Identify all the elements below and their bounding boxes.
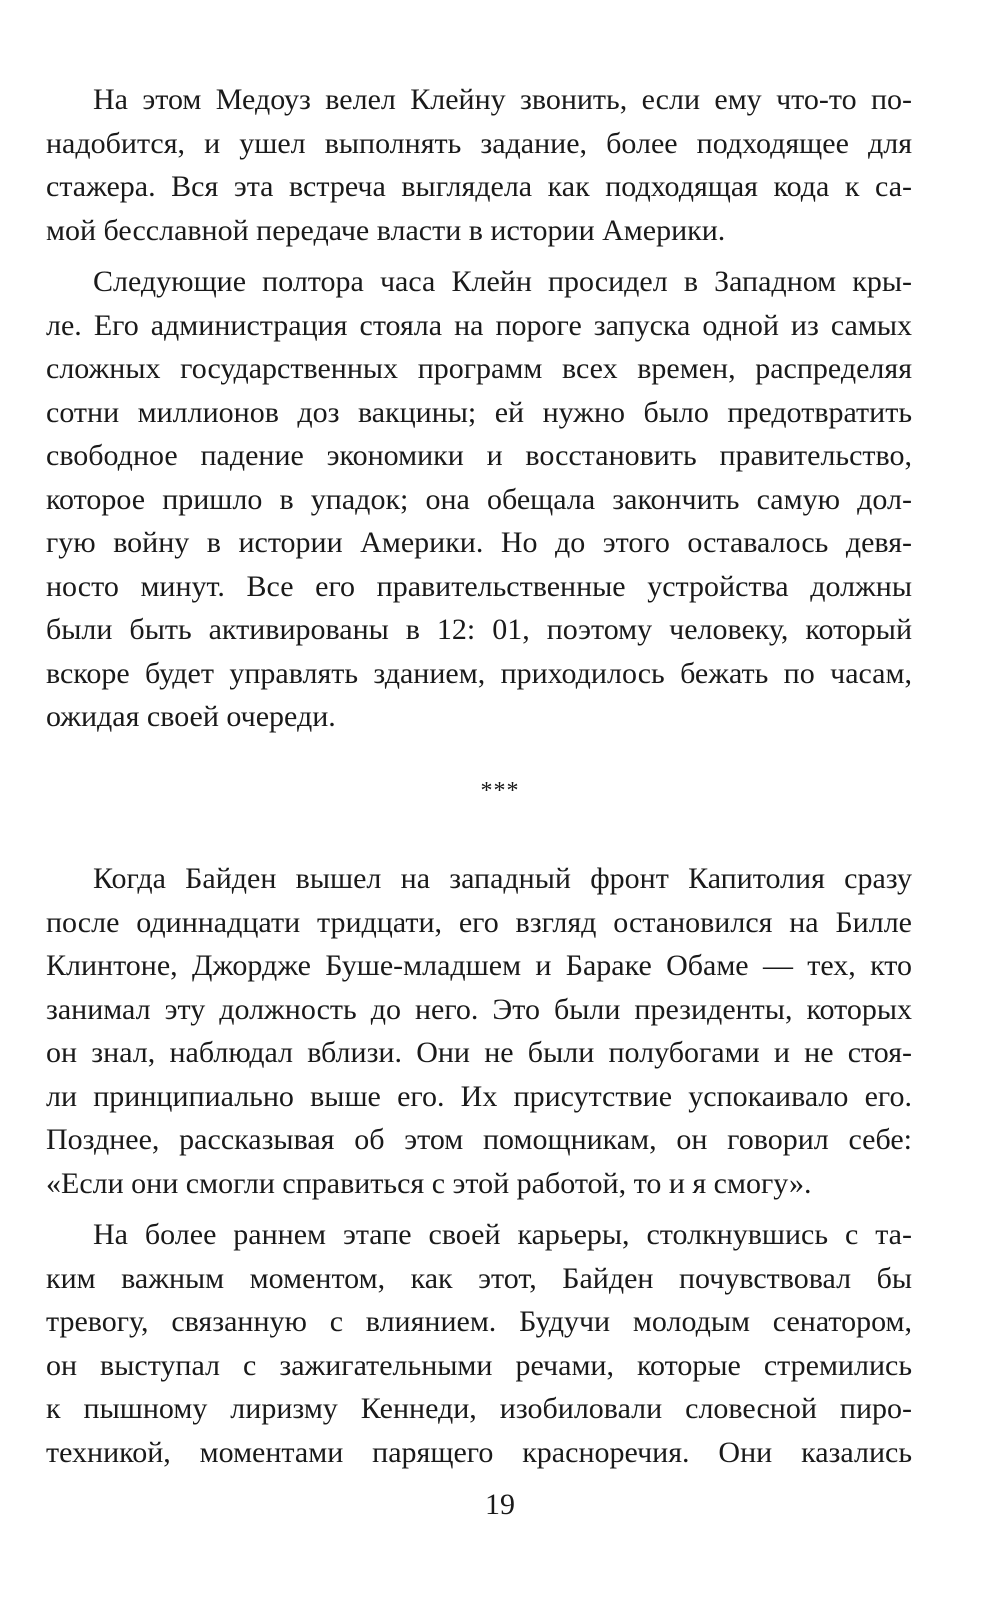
section-separator: *** [480,778,520,804]
paragraph [46,1213,912,1474]
text-line: к пышному лиризму Кеннеди, изобиловали словесной пиро- [46,1392,912,1425]
text-line: На этом Медоуз велел Клейну звонить, если ему что-то по- [93,83,912,116]
text-line: Когда Байден вышел на западный фронт Капитолия сразу [93,862,912,895]
text-line: гую войну в истории Америки. Но до этого оставалось девя- [46,526,912,559]
text-line: он выступал с зажигательными речами, которые стремились [46,1348,912,1382]
paragraph [46,857,912,1205]
text-line: стажера. Вся эта встреча выглядела как подходящая кода к са- [46,170,912,203]
text-line: которое пришло в упадок; она обещала закончить самую дол- [46,482,912,516]
text-line: тревогу, связанную с влиянием. Будучи молодым сенатором, [46,1305,912,1338]
text-line: ле. Его администрация стояла на пороге запуска одной из самых [46,308,912,342]
page-number: 19 [485,1488,515,1521]
text-line: Следующие полтора часа Клейн просидел в Западном кры- [93,265,912,298]
section-1-text [46,78,912,739]
text-line: надобится, и ушел выполнять задание, более подходящее для [46,126,912,160]
text-line: он знал, наблюдал вблизи. Они не были полубогами и не стоя- [46,1036,912,1069]
text-line: ожидая своей очереди. [46,700,336,733]
paragraph [46,78,912,252]
text-line: Клинтоне, Джордже Буше-младшем и Бараке Обаме — тех, кто [46,949,912,982]
text-line: Позднее, рассказывая об этом помощникам, он говорил себе: [46,1123,912,1156]
text-line: На более раннем этапе своей карьеры, столкнувшись с та- [93,1218,912,1251]
text-line: ким важным моментом, как этот, Байден почувствовал бы [46,1261,912,1295]
text-line: после одиннадцати тридцати, его взгляд остановился на Билле [46,905,912,939]
text-line: были быть активированы в 12: 01, поэтому человеку, который [46,613,912,646]
text-line: мой бесславной передаче власти в истории Америки. [46,213,726,247]
text-line: вскоре будет управлять зданием, приходилось бежать по часам, [46,656,912,690]
text-line: занимал эту должность до него. Это были президенты, которых [46,992,912,1026]
text-line: сложных государственных программ всех времен, распределяя [46,352,912,385]
text-line: свободное падение экономики и восстановить правительство, [46,439,912,472]
paragraph [46,260,912,739]
text-line: «Если они смогли справиться с этой работой, то и я смогу». [46,1166,812,1200]
text-line: носто минут. Все его правительственные устройства должны [46,569,912,603]
text-line: ли принципиально выше его. Их присутствие успокаивало его. [46,1079,912,1113]
section-2-text [46,857,912,1474]
text-line: сотни миллионов доз вакцины; ей нужно было предотвратить [46,395,912,429]
text-line: техникой, моментами парящего красноречия. Они казались [46,1435,912,1469]
